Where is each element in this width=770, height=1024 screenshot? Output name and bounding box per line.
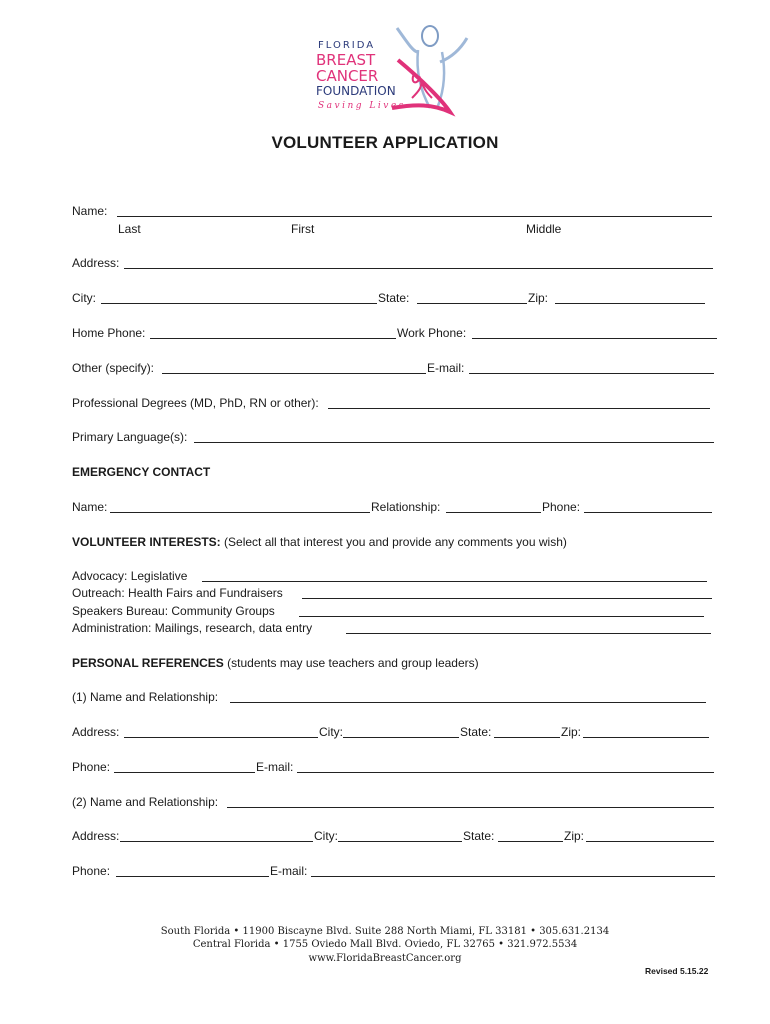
interests-note: (Select all that interest you and provide any comments you wish) <box>224 535 567 549</box>
ref2-email-field[interactable] <box>311 876 715 877</box>
emergency-relationship-label: Relationship: <box>371 500 441 514</box>
other-label: Other (specify): <box>72 361 155 375</box>
middle-sublabel: Middle <box>526 222 562 236</box>
emergency-heading: EMERGENCY CONTACT <box>72 465 211 479</box>
interest-outreach-field[interactable] <box>302 598 712 599</box>
state-field[interactable] <box>417 303 527 304</box>
emergency-name-field[interactable] <box>110 512 370 513</box>
ref2-state-field[interactable] <box>498 841 563 842</box>
interest-administration-field[interactable] <box>346 633 711 634</box>
logo-line-cancer: CANCER <box>316 67 379 85</box>
degrees-label: Professional Degrees (MD, PhD, RN or other): <box>72 396 319 410</box>
ref1-zip-label: Zip: <box>561 725 582 739</box>
ref1-address-field[interactable] <box>124 737 318 738</box>
work-phone-label: Work Phone: <box>397 326 467 340</box>
zip-field[interactable] <box>555 303 705 304</box>
ref2-address-field[interactable] <box>120 841 313 842</box>
logo-tagline: Saving Lives <box>318 101 406 111</box>
city-label: City: <box>72 291 96 305</box>
ref1-phone-field[interactable] <box>114 772 255 773</box>
emergency-relationship-field[interactable] <box>446 512 541 513</box>
ref2-name-field[interactable] <box>227 807 714 808</box>
interest-item-outreach: Outreach: Health Fairs and Fundraisers <box>72 586 283 600</box>
ref1-state-label: State: <box>460 725 492 739</box>
language-field[interactable] <box>194 442 714 443</box>
email-label: E-mail: <box>427 361 465 375</box>
interests-heading-row <box>72 535 567 549</box>
ref1-address-label: Address: <box>72 725 120 739</box>
emergency-phone-label: Phone: <box>542 500 581 514</box>
interest-advocacy-field[interactable] <box>202 581 707 582</box>
logo-line-breast: BREAST <box>316 51 376 69</box>
interests-heading: VOLUNTEER INTERESTS: <box>72 535 221 549</box>
state-label: State: <box>378 291 410 305</box>
references-heading-row <box>72 656 479 670</box>
references-heading: PERSONAL REFERENCES <box>72 656 224 670</box>
first-sublabel: First <box>291 222 315 236</box>
language-label: Primary Language(s): <box>72 430 188 444</box>
ref2-zip-label: Zip: <box>564 829 585 843</box>
interest-speakers-field[interactable] <box>299 616 704 617</box>
ref1-email-field[interactable] <box>297 772 714 773</box>
work-phone-field[interactable] <box>472 338 717 339</box>
interest-item-advocacy: Advocacy: Legislative <box>72 569 188 583</box>
ref2-zip-field[interactable] <box>586 841 714 842</box>
address-label: Address: <box>72 256 120 270</box>
ref1-email-label: E-mail: <box>256 760 294 774</box>
ref1-city-field[interactable] <box>343 737 459 738</box>
ref2-name-label: (2) Name and Relationship: <box>72 795 219 809</box>
ref1-phone-label: Phone: <box>72 760 111 774</box>
references-note: (students may use teachers and group leaders) <box>227 656 479 670</box>
logo-line-florida: FLORIDA <box>318 40 376 51</box>
footer-website: www.FloridaBreastCancer.org <box>308 953 462 964</box>
degrees-field[interactable] <box>328 408 710 409</box>
ref1-name-label: (1) Name and Relationship: <box>72 690 219 704</box>
home-phone-field[interactable] <box>150 338 396 339</box>
ref2-city-field[interactable] <box>338 841 462 842</box>
ref1-zip-field[interactable] <box>583 737 709 738</box>
last-sublabel: Last <box>118 222 141 236</box>
email-field[interactable] <box>469 373 714 374</box>
ref2-email-label: E-mail: <box>270 864 308 878</box>
revision-date: Revised 5.15.22 <box>645 966 709 976</box>
ref1-state-field[interactable] <box>494 737 560 738</box>
address-field[interactable] <box>124 268 713 269</box>
emergency-name-label: Name: <box>72 500 108 514</box>
home-phone-label: Home Phone: <box>72 326 146 340</box>
footer-central-florida: Central Florida • 1755 Oviedo Mall Blvd. Oviedo, FL 32765 • 321.972.5534 <box>192 939 578 950</box>
ref2-address-label: Address: <box>72 829 120 843</box>
emergency-phone-field[interactable] <box>584 512 712 513</box>
footer-south-florida: South Florida • 11900 Biscayne Blvd. Suite 288 North Miami, FL 33181 • 305.631.2134 <box>160 926 610 937</box>
ref2-state-label: State: <box>463 829 495 843</box>
ref2-phone-field[interactable] <box>116 876 269 877</box>
zip-label: Zip: <box>528 291 549 305</box>
ref2-phone-label: Phone: <box>72 864 111 878</box>
ref1-city-label: City: <box>319 725 343 739</box>
foundation-logo <box>312 20 472 120</box>
interest-item-administration: Administration: Mailings, research, data entry <box>72 621 313 635</box>
other-field[interactable] <box>162 373 426 374</box>
name-label: Name: <box>72 204 108 218</box>
ref2-city-label: City: <box>314 829 338 843</box>
interest-item-speakers: Speakers Bureau: Community Groups <box>72 604 275 618</box>
page-title: VOLUNTEER APPLICATION <box>271 133 499 152</box>
name-field[interactable] <box>117 216 712 217</box>
city-field[interactable] <box>101 303 377 304</box>
ref1-name-field[interactable] <box>230 702 706 703</box>
logo-line-foundation: FOUNDATION <box>316 84 396 98</box>
